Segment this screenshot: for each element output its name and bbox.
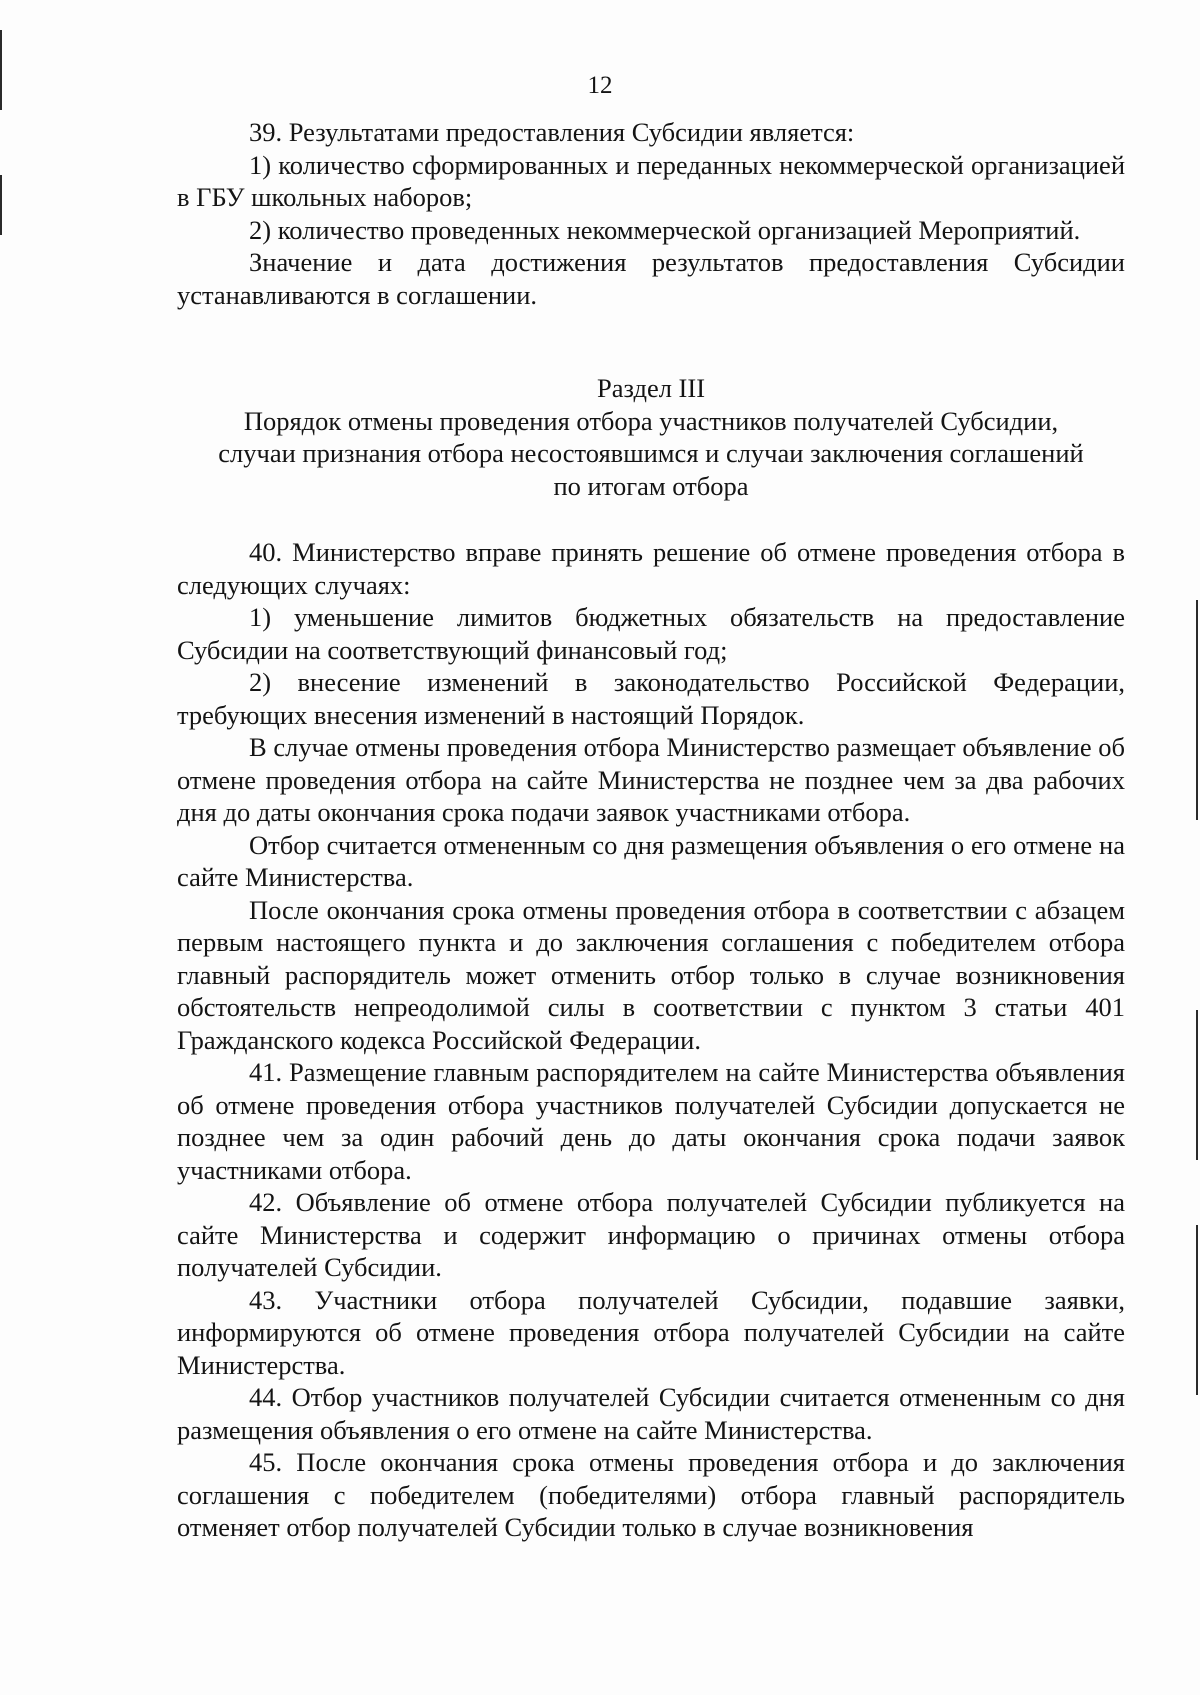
clause-39: 39. Результатами предоставления Субсидии является: [249, 117, 855, 147]
clause-40-item-1: 1) уменьшение лимитов бюджетных обязательств на предоставление Субсидии на соответствующий финансовый год; [177, 602, 1125, 665]
section-body [177, 536, 1125, 1544]
clause-43: 43. Участники отбора получателей Субсидии, подавшие заявки, информируются об отмене проведения отбора получателей Субсидии на сайте Министерства. [177, 1284, 1125, 1380]
page-number: 12 [587, 72, 613, 99]
section-title-line-2: случаи признания отбора несостоявшимся и случаи заключения соглашений [218, 438, 1084, 468]
clause-40-force-majeure-paragraph: После окончания срока отмены проведения отбора в соответствии с абзацем первым настоящего пункта и до заключения соглашения с победителем отбора главный распорядитель может отменить отбор только в случае возникновения обстоятельств непреодолимой силы в соответствии с пунктом 3 статьи 401 Гражданского кодекса Российской Федерации. [177, 894, 1125, 1055]
scan-edge-mark-right-1 [1196, 600, 1198, 820]
scan-edge-mark-right-3 [1196, 1225, 1198, 1395]
clause-40: 40. Министерство вправе принять решение об отмене проведения отбора в следующих случаях: [177, 537, 1125, 600]
section-title-line-3: по итогам отбора [553, 470, 749, 501]
clause-41: 41. Размещение главным распорядителем на сайте Министерства объявления об отмене проведения отбора участников получателей Субсидии допускается не позднее чем за один рабочий день до даты окончания срока подачи заявок участниками отбора. [177, 1057, 1125, 1185]
clause-39-results-note: Значение и дата достижения результатов предоставления Субсидии устанавливаются в соглашении. [177, 247, 1125, 310]
clause-40-cancelled-paragraph: Отбор считается отмененным со дня размещения объявления о его отмене на сайте Министерства. [177, 829, 1125, 892]
clause-40-item-2: 2) внесение изменений в законодательство Российской Федерации, требующих внесения изменений в настоящий Порядок. [177, 667, 1125, 730]
clause-39-item-1: 1) количество сформированных и переданных некоммерческой организацией в ГБУ школьных наборов; [177, 149, 1125, 212]
scan-edge-mark-left-middle [0, 175, 2, 235]
section-title-line-1: Порядок отмены проведения отбора участников получателей Субсидии, [243, 405, 1059, 436]
clause-42: 42. Объявление об отмене отбора получателей Субсидии публикуется на сайте Министерства и содержит информацию о причинах отмены отбора получателей Субсидии. [177, 1187, 1125, 1282]
section-number: Раздел III [596, 373, 706, 403]
clause-40-cancellation-paragraph: В случае отмены проведения отбора Министерство размещает объявление об отмене проведения отбора на сайте Министерства не позднее чем за два рабочих дня до даты окончания срока подачи заявок участниками отбора. [177, 732, 1125, 827]
section-heading [177, 372, 1125, 502]
clause-44: 44. Отбор участников получателей Субсидии считается отмененным со дня размещения объявления о его отмене на сайте Министерства. [177, 1382, 1125, 1445]
clause-39-item-2: 2) количество проведенных некоммерческой организацией Мероприятий. [249, 214, 1081, 245]
scan-edge-mark-right-2 [1196, 1010, 1198, 1160]
results-clause-block [177, 116, 1125, 311]
clause-45: 45. После окончания срока отмены проведения отбора и до заключения соглашения с победителем (победителями) отбора главный распорядитель отменяет отбор получателей Субсидии только в случае возникновения [177, 1447, 1125, 1542]
